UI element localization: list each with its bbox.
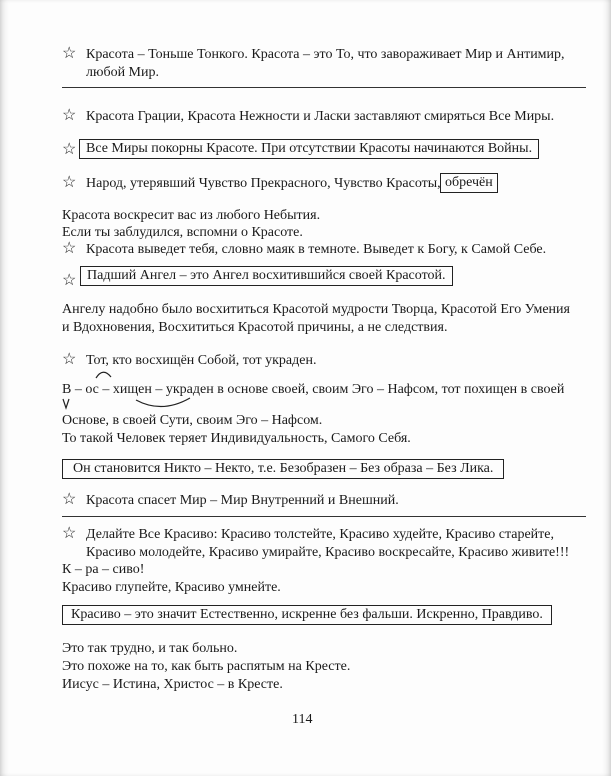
- star-icon: ☆: [62, 351, 77, 368]
- hand-v-mark: [63, 399, 69, 408]
- boxed-statement: Падший Ангел – это Ангел восхитившийся своей Красотой.: [80, 266, 453, 286]
- text-line: и Вдохновения, Восхититься Красотой причины, а не следствия.: [62, 320, 448, 335]
- star-icon: ☆: [62, 491, 77, 508]
- text-line: Красиво молодейте, Красиво умирайте, Красиво воскресайте, Красиво живите!!!: [86, 545, 570, 560]
- star-icon: ☆: [62, 45, 77, 62]
- text-line: Красота спасет Мир – Мир Внутренний и Внешний.: [86, 493, 399, 508]
- divider: [62, 87, 586, 88]
- boxed-statement: Красиво – это значит Естественно, искренне без фальши. Искренно, Правдиво.: [62, 605, 552, 625]
- text-line: Делайте Все Красиво: Красиво толстейте, Красиво худейте, Красиво старейте,: [86, 527, 554, 542]
- hand-arc-mark: [96, 372, 111, 378]
- star-icon: ☆: [62, 240, 77, 257]
- text-line: Иисус – Истина, Христос – в Кресте.: [62, 677, 283, 692]
- text-line: Красота – Тоньше Тонкого. Красота – это То, что завораживает Мир и Антимир,: [86, 47, 565, 62]
- divider: [62, 516, 586, 517]
- text-line: Основе, в своей Сути, своим Эго – Нафсом.: [62, 413, 323, 428]
- star-icon: ☆: [62, 272, 77, 289]
- star-icon: ☆: [62, 141, 77, 158]
- text-line: К – ра – сиво!: [62, 562, 145, 577]
- text-line: Красота воскресит вас из любого Небытия.: [62, 208, 321, 223]
- text-line: Это так трудно, и так больно.: [62, 641, 238, 656]
- star-icon: ☆: [62, 107, 77, 124]
- text-line: любой Мир.: [86, 65, 160, 80]
- text-line: В – ос – хищен – украден в основе своей, своим Эго – Нафсом, тот похищен в своей: [62, 382, 565, 397]
- text-line: Это похоже на то, как быть распятым на Кресте.: [62, 659, 351, 674]
- text-line: Если ты заблудился, вспомни о Красоте.: [62, 225, 303, 240]
- boxed-statement: Все Миры покорны Красоте. При отсутствии Красоты начинаются Войны.: [79, 139, 539, 159]
- star-icon: ☆: [62, 525, 77, 542]
- text-line: Красота выведет тебя, словно маяк в темноте. Выведет к Богу, к Самой Себе.: [86, 242, 547, 257]
- text-line: Тот, кто восхищён Собой, тот украден.: [86, 353, 317, 368]
- text-line: То такой Человек теряет Индивидуальность, Самого Себя.: [62, 431, 411, 446]
- text-line: Народ, утерявший Чувство Прекрасного, Чувство Красоты,: [86, 176, 441, 191]
- text-line: Ангелу надобно было восхититься Красотой мудрости Творца, Красотой Его Умения: [62, 302, 570, 317]
- boxed-statement: Он становится Никто – Некто, т.е. Безобразен – Без образа – Без Лика.: [62, 459, 504, 479]
- text-line: Красиво глупейте, Красиво умнейте.: [62, 580, 281, 595]
- hand-smile-mark: [136, 398, 190, 407]
- text-line: Красота Грации, Красота Нежности и Ласки заставляют смиряться Все Миры.: [86, 109, 555, 124]
- page-number: 114: [292, 712, 313, 727]
- boxed-word: обречён: [440, 173, 498, 193]
- star-icon: ☆: [62, 174, 77, 191]
